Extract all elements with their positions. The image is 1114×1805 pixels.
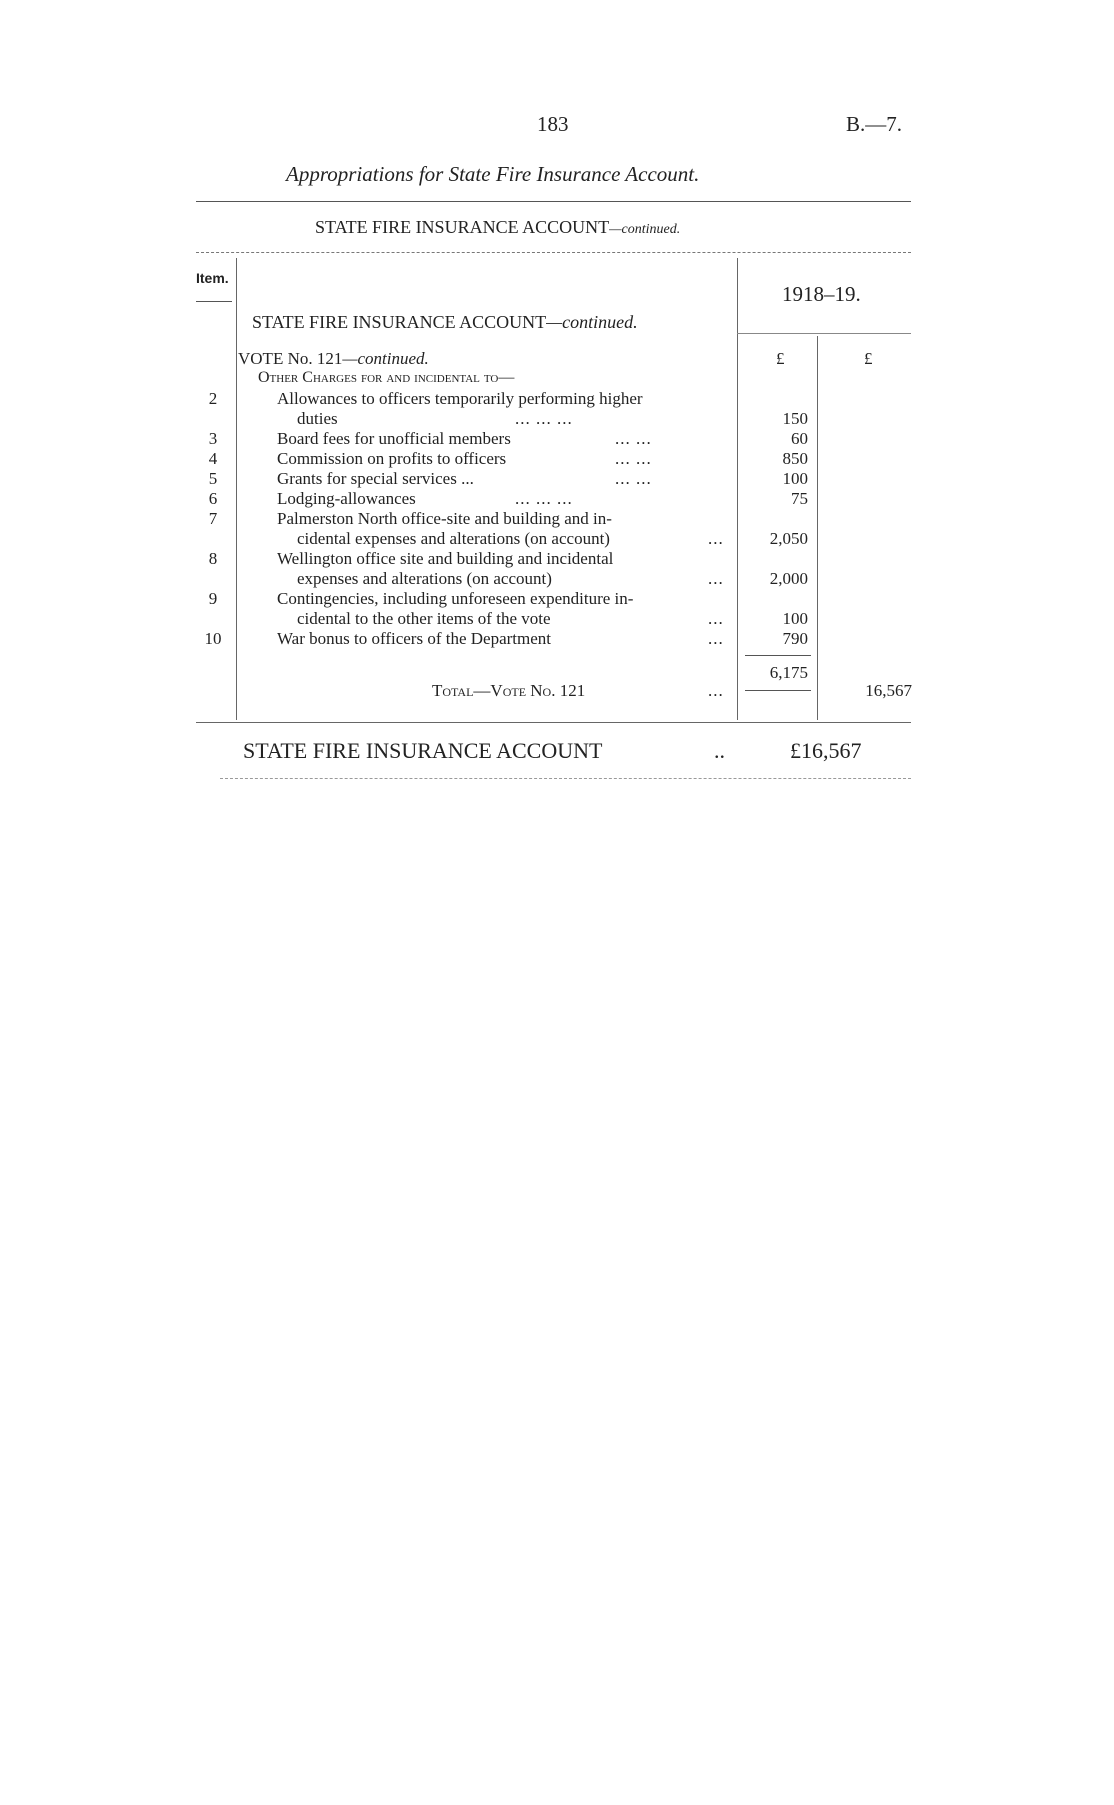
item-number: 2 [208,389,218,408]
item-amount: 2,050 [769,529,808,548]
item-number: 3 [208,429,218,448]
table-row [0,489,1114,509]
total-row [0,681,1114,701]
page-title: Appropriations for State Fire Insurance Account. [286,162,700,186]
vote-suffix: —continued. [342,349,429,368]
total-label: Total—Vote No. 121 [432,681,586,700]
account-heading-main: STATE FIRE INSURANCE ACCOUNT [252,312,547,332]
item-number: 8 [208,549,218,568]
leader-dots: .. [714,738,725,763]
table-row [0,569,1114,589]
section-heading-main: STATE FIRE INSURANCE ACCOUNT [315,217,610,237]
divider [196,252,911,253]
item-number: 4 [208,449,218,468]
leader-dots: ... [708,629,724,648]
year-column-header: 1918–19. [782,282,861,306]
item-header-underline [196,301,232,302]
subtotal-rule [745,655,811,656]
total-amount: 16,567 [865,681,912,700]
leader-dots: ... ... [615,469,652,488]
table-row [0,549,1114,569]
item-amount: 60 [791,429,808,448]
section-heading [315,217,680,238]
leader-dots: ... ... [615,429,652,448]
table-row [0,609,1114,629]
section-heading-suffix: —continued. [609,222,681,237]
page-reference: B.—7. [846,112,903,136]
currency-symbol: £ [864,349,873,368]
table-row [0,509,1114,529]
leader-dots: ... [708,569,724,588]
table-row [0,589,1114,609]
charges-heading: Other Charges for and incidental to— [258,369,515,386]
item-description: expenses and alterations (on account) [297,569,552,588]
item-description: Lodging-allowances [277,489,416,508]
item-description: cidental to the other items of the vote [297,609,551,628]
leader-dots: ... [708,681,724,700]
item-amount: 850 [782,449,808,468]
table-row [0,469,1114,489]
item-description: Wellington office site and building and incidental [277,549,614,568]
account-heading [252,312,638,333]
vote-label: VOTE No. 121 [238,349,343,368]
item-description: cidental expenses and alterations (on account) [297,529,610,548]
item-description: Contingencies, including unforeseen expenditure in- [277,589,634,608]
divider [196,722,911,723]
header-rule [737,333,911,334]
item-number: 5 [208,469,218,488]
divider [220,778,911,779]
item-amount: 150 [782,409,808,428]
leader-dots: ... ... ... [515,489,573,508]
table-row [0,449,1114,469]
table-row [0,389,1114,409]
table-row [0,629,1114,649]
account-heading-suffix: —continued. [546,312,638,332]
leader-dots: ... ... ... [515,409,573,428]
leader-dots: ... [708,609,724,628]
item-amount: 2,000 [769,569,808,588]
vote-heading [238,349,429,369]
item-number: 10 [204,629,222,648]
item-description: Allowances to officers temporarily performing higher [277,389,643,408]
currency-symbol: £ [776,349,785,368]
item-number: 7 [208,509,218,528]
item-amount: 790 [782,629,808,648]
item-amount: 75 [791,489,808,508]
grand-total-label: STATE FIRE INSURANCE ACCOUNT [243,738,603,763]
item-description: Palmerston North office-site and building and in- [277,509,612,528]
table-row [0,529,1114,549]
subtotal-amount: 6,175 [769,663,808,682]
table-row [0,409,1114,429]
item-description: duties [297,409,338,428]
grand-total-amount: £16,567 [790,738,862,763]
item-description: War bonus to officers of the Department [277,629,552,648]
item-column-header: Item. [196,270,229,286]
leader-dots: ... [708,529,724,548]
item-amount: 100 [782,469,808,488]
item-amount: 100 [782,609,808,628]
divider [196,201,911,202]
item-description: Grants for special services ... [277,469,474,488]
table-row [0,429,1114,449]
item-number: 9 [208,589,218,608]
leader-dots: ... ... [615,449,652,468]
item-description: Board fees for unofficial members [277,429,511,448]
item-description: Commission on profits to officers [277,449,507,468]
page-number: 183 [537,112,569,136]
item-number: 6 [208,489,218,508]
